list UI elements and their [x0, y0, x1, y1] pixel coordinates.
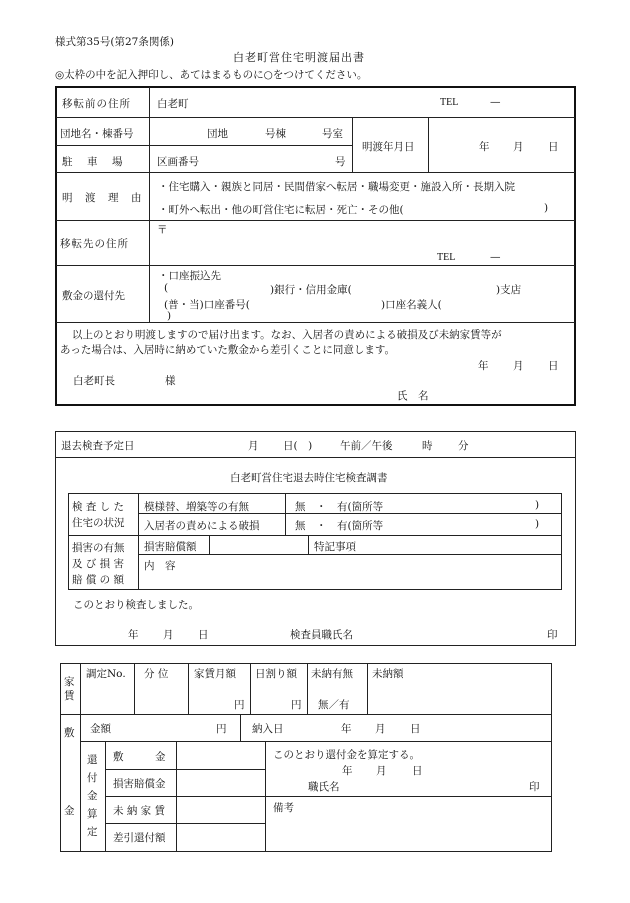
monthly-rent-yen[interactable]: 円	[234, 699, 245, 711]
new-address-label: 移転先の住所	[60, 238, 129, 250]
reason-label: 明 渡 理 由	[62, 192, 143, 204]
vacate-day[interactable]: 日	[548, 141, 559, 153]
new-tel-dash[interactable]: —	[490, 251, 501, 263]
amount-label: 金額	[90, 723, 111, 735]
col-unpaid-amount: 未納額	[372, 668, 404, 680]
damage-label-3: 賠 償 の 額	[72, 574, 125, 586]
complex-gotou[interactable]: 号棟	[265, 128, 286, 140]
deposit-account-holder[interactable]: )口座名義人(	[381, 299, 442, 311]
deposit-paren-open: (	[164, 282, 169, 294]
prev-tel-label: TEL	[440, 97, 459, 108]
mayor-label: 白老町長	[73, 375, 115, 387]
complex-goshitsu[interactable]: 号室	[322, 128, 343, 140]
refund-side-1: 還	[87, 754, 98, 766]
complex-label: 団地名・棟番号	[60, 128, 134, 140]
refund-remarks-label: 備考	[273, 802, 294, 814]
inspection-day[interactable]: 日( )	[283, 440, 313, 452]
prev-tel-dash[interactable]: —	[490, 96, 501, 108]
inspection-confirm-text: このとおり検査しました。	[73, 599, 199, 611]
inspection-confirm-year[interactable]: 年	[128, 629, 139, 641]
prev-address-value[interactable]: 白老町	[157, 98, 189, 110]
amount-yen[interactable]: 円	[216, 723, 227, 735]
damage-label-1: 損害の有無	[72, 542, 125, 554]
refund-side-3: 金	[87, 790, 98, 802]
declaration-day[interactable]: 日	[548, 360, 559, 372]
tenant-damage-status[interactable]: 無 ・ 有(箇所等	[295, 520, 384, 532]
inspection-month[interactable]: 月	[248, 440, 259, 452]
deposit-paren-close: )	[167, 310, 172, 322]
tenant-damage-close-paren: )	[535, 518, 540, 530]
new-tel-label: TEL	[437, 252, 456, 263]
declaration-line-2: あった場合は、入居時に納めていた敷金から差引くことに同意します。	[60, 344, 396, 356]
refund-calc-month[interactable]: 月	[376, 765, 387, 777]
inspection-hour[interactable]: 時	[422, 440, 433, 452]
paid-date-day[interactable]: 日	[410, 723, 421, 735]
inspection-confirm-month[interactable]: 月	[163, 629, 174, 641]
form-number: 様式第35号(第27条関係)	[55, 36, 174, 48]
parking-zone[interactable]: 区画番号	[157, 156, 199, 168]
refund-row-compensation: 損害賠償金	[113, 778, 166, 790]
alteration-status[interactable]: 無 ・ 有(箇所等	[295, 501, 384, 513]
refund-side-5: 定	[87, 826, 98, 838]
inspection-confirm-day[interactable]: 日	[198, 629, 209, 641]
refund-row-unpaid-rent: 未 納 家 賃	[113, 805, 166, 817]
deposit-side-top: 敷	[64, 727, 75, 739]
prev-address-label: 移転前の住所	[62, 98, 131, 110]
paid-date-label: 納入日	[252, 723, 284, 735]
complex-danchi[interactable]: 団地	[207, 128, 228, 140]
postal-mark[interactable]: 〒	[157, 224, 168, 236]
refund-calc-year[interactable]: 年	[342, 765, 353, 777]
damage-content-label: 内 容	[144, 560, 176, 572]
vacate-year[interactable]: 年	[479, 141, 490, 153]
deposit-side-bottom: 金	[64, 805, 75, 817]
reason-options-1[interactable]: ・住宅購入・親族と同居・民間借家へ転居・職場変更・施設入所・長期入院	[158, 181, 515, 193]
col-daily-rent: 日割り額	[255, 668, 297, 680]
inspection-minute[interactable]: 分	[458, 440, 469, 452]
refund-calc-text: このとおり還付金を算定する。	[273, 749, 420, 761]
reason-close-paren: )	[544, 202, 549, 214]
tenant-damage-label: 入居者の責めによる破損	[144, 520, 260, 532]
inspected-label-1: 検 査 し た	[72, 501, 125, 513]
col-monthly-rent: 家賃月額	[194, 668, 236, 680]
special-remarks-label: 特記事項	[314, 541, 356, 553]
unpaid-choice[interactable]: 無／有	[318, 699, 350, 711]
vacate-date-label: 明渡年月日	[362, 141, 415, 153]
instruction-text: ◎太枠の中を記入押印し、あてはまるものに○をつけてください。	[55, 69, 368, 81]
paid-date-year[interactable]: 年	[341, 723, 352, 735]
compensation-label: 損害賠償額	[144, 541, 197, 553]
inspection-subtitle: 白老町営住宅退去時住宅検査調書	[230, 472, 388, 484]
refund-row-net: 差引還付額	[113, 832, 166, 844]
alteration-close-paren: )	[535, 499, 540, 511]
refund-side-2: 付	[87, 772, 98, 784]
declaration-month[interactable]: 月	[513, 360, 524, 372]
rent-side-2: 賃	[64, 690, 75, 702]
deposit-account-number[interactable]: (普・当)口座番号(	[164, 299, 250, 311]
refund-official-seal[interactable]: 印	[529, 781, 540, 793]
vacate-month[interactable]: 月	[513, 141, 524, 153]
refund-side-4: 算	[87, 808, 98, 820]
mayor-sama: 様	[165, 375, 176, 387]
inspector-label[interactable]: 検査員職氏名	[290, 629, 353, 641]
document-title: 白老町営住宅明渡届出書	[233, 51, 365, 64]
reason-options-2[interactable]: ・町外へ転出・他の町営住宅に転居・死亡・その他(	[158, 204, 404, 216]
paid-date-month[interactable]: 月	[375, 723, 386, 735]
rent-side-1: 家	[64, 676, 75, 688]
deposit-refund-label: 敷金の還付先	[62, 290, 125, 302]
inspected-label-2: 住宅の状況	[72, 517, 125, 529]
inspection-schedule-label: 退去検査予定日	[61, 440, 135, 452]
applicant-name-label[interactable]: 氏 名	[397, 390, 429, 402]
col-bui: 分 位	[144, 668, 169, 680]
damage-label-2: 及 び 損 害	[72, 558, 125, 570]
refund-calc-day[interactable]: 日	[412, 765, 423, 777]
parking-label: 駐 車 場	[62, 156, 125, 168]
declaration-year[interactable]: 年	[478, 360, 489, 372]
inspection-ampm[interactable]: 午前／午後	[340, 440, 393, 452]
declaration-line-1: 以上のとおり明渡しますので届け出ます。なお、入居者の責めによる破損及び未納家賃等が	[72, 329, 502, 341]
deposit-branch[interactable]: )支店	[496, 284, 522, 296]
col-chotei-no: 調定No.	[86, 668, 126, 680]
refund-row-deposit: 敷 金	[113, 751, 166, 763]
refund-official-label[interactable]: 職氏名	[308, 781, 340, 793]
deposit-line-1: ・口座振込先	[158, 270, 221, 282]
daily-rent-yen[interactable]: 円	[291, 699, 302, 711]
deposit-bank[interactable]: )銀行・信用金庫(	[270, 284, 352, 296]
col-unpaid-flag: 未納有無	[311, 668, 353, 680]
inspector-seal[interactable]: 印	[547, 629, 558, 641]
parking-go[interactable]: 号	[335, 156, 346, 168]
alteration-label: 模様替、増築等の有無	[144, 501, 249, 513]
